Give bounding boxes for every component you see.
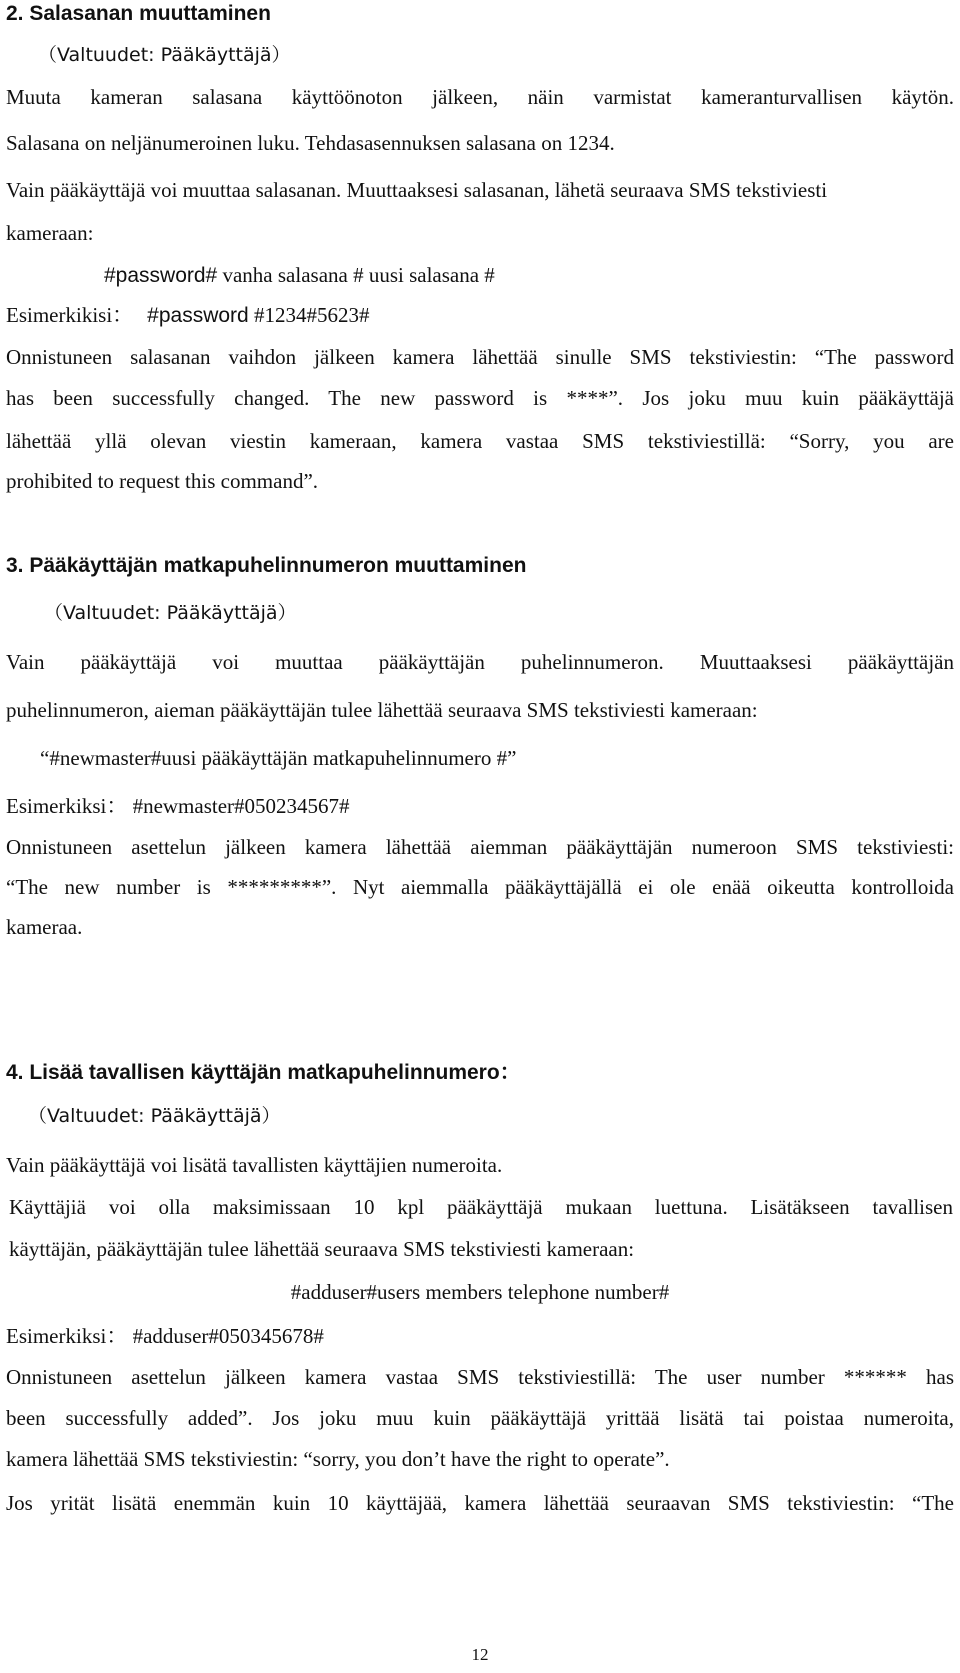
section-4-heading: 4. Lisää tavallisen käyttäjän matkapuhelinnumero： [6,1061,521,1084]
paragraph: Muuta kameran salasana käyttöönoton jälkeen, näin varmistat kameranturvallisen käytön. [6,85,954,109]
paragraph: Salasana on neljänumeroinen luku. Tehdasasennuksen salasana on 1234. [6,131,615,155]
paragraph: “The new number is *********”. Nyt aiemmalla pääkäyttäjällä ei ole enää oikeutta kontrolloida [6,875,954,899]
section-4-rights: （Valtuudet: Pääkäyttäjä） [28,1105,281,1127]
example-line: Esimerkiksi： #adduser#050345678# [6,1324,324,1348]
command-line: #adduser#users members telephone number# [290,1280,670,1304]
paragraph: has been successfully changed. The new password is ****”. Jos joku muu kuin pääkäyttäjä [6,386,954,410]
page-number: 12 [471,1645,489,1664]
command-text: vanha salasana # uusi salasana # [217,263,495,287]
section-3-heading: 3. Pääkäyttäjän matkapuhelinnumeron muuttaminen [6,554,527,577]
paragraph: Onnistuneen asettelun jälkeen kamera vastaa SMS tekstiviestillä: The user number ****** has [6,1365,954,1389]
section-2-heading: 2. Salasanan muuttaminen [6,2,271,25]
paragraph: Käyttäjiä voi olla maksimissaan 10 kpl pääkäyttäjä mukaan luettuna. Lisätäkseen tavallisen [9,1195,953,1219]
paragraph: Vain pääkäyttäjä voi muuttaa salasanan. Muuttaaksesi salasanan, lähetä seuraava SMS tekstiviesti [6,178,828,202]
paragraph: Onnistuneen asettelun jälkeen kamera lähettää aiemman pääkäyttäjän numeroon SMS tekstiviesti: [6,835,954,859]
section-2-rights: （Valtuudet: Pääkäyttäjä） [38,44,291,66]
paragraph: prohibited to request this command”. [6,469,319,493]
command-line: “#newmaster#uusi pääkäyttäjän matkapuhelinnumero #” [40,746,517,770]
paragraph: Vain pääkäyttäjä voi lisätä tavallisten käyttäjien numeroita. [6,1153,503,1177]
paragraph: lähettää yllä olevan viestin kameraan, kamera vastaa SMS tekstiviestillä: “Sorry, you are [6,429,954,453]
paragraph: Vain pääkäyttäjä voi muuttaa pääkäyttäjän puhelinnumeron. Muuttaaksesi pääkäyttäjän [6,650,954,674]
paragraph: Jos yrität lisätä enemmän kuin 10 käyttäjää, kamera lähettää seuraavan SMS tekstiviestin: “The [6,1491,954,1515]
example-line: Esimerkiksi： #newmaster#050234567# [6,794,350,818]
section-3-rights: （Valtuudet: Pääkäyttäjä） [44,602,297,624]
paragraph: kameraa. [6,915,83,939]
example-line [6,302,369,329]
paragraph: kameraan: [6,221,94,245]
paragraph: puhelinnumeron, aieman pääkäyttäjän tulee lähettää seuraava SMS tekstiviesti kameraan: [6,698,758,722]
paragraph: Onnistuneen salasanan vaihdon jälkeen kamera lähettää sinulle SMS tekstiviestin: “The password [6,345,954,369]
paragraph: kamera lähettää SMS tekstiviestin: “sorry, you don’t have the right to operate”. [6,1447,670,1471]
example-text: #1234#5623# [248,303,370,327]
example-code: #password [147,304,249,327]
paragraph: käyttäjän, pääkäyttäjän tulee lähettää seuraava SMS tekstiviesti kameraan: [9,1237,635,1261]
paragraph: been successfully added”. Jos joku muu kuin pääkäyttäjä yrittää lisätä tai poistaa numeroita, [6,1406,954,1430]
command-line [104,262,495,289]
example-label: Esimerkikisi： [6,303,134,327]
command-code: #password# [104,264,218,287]
